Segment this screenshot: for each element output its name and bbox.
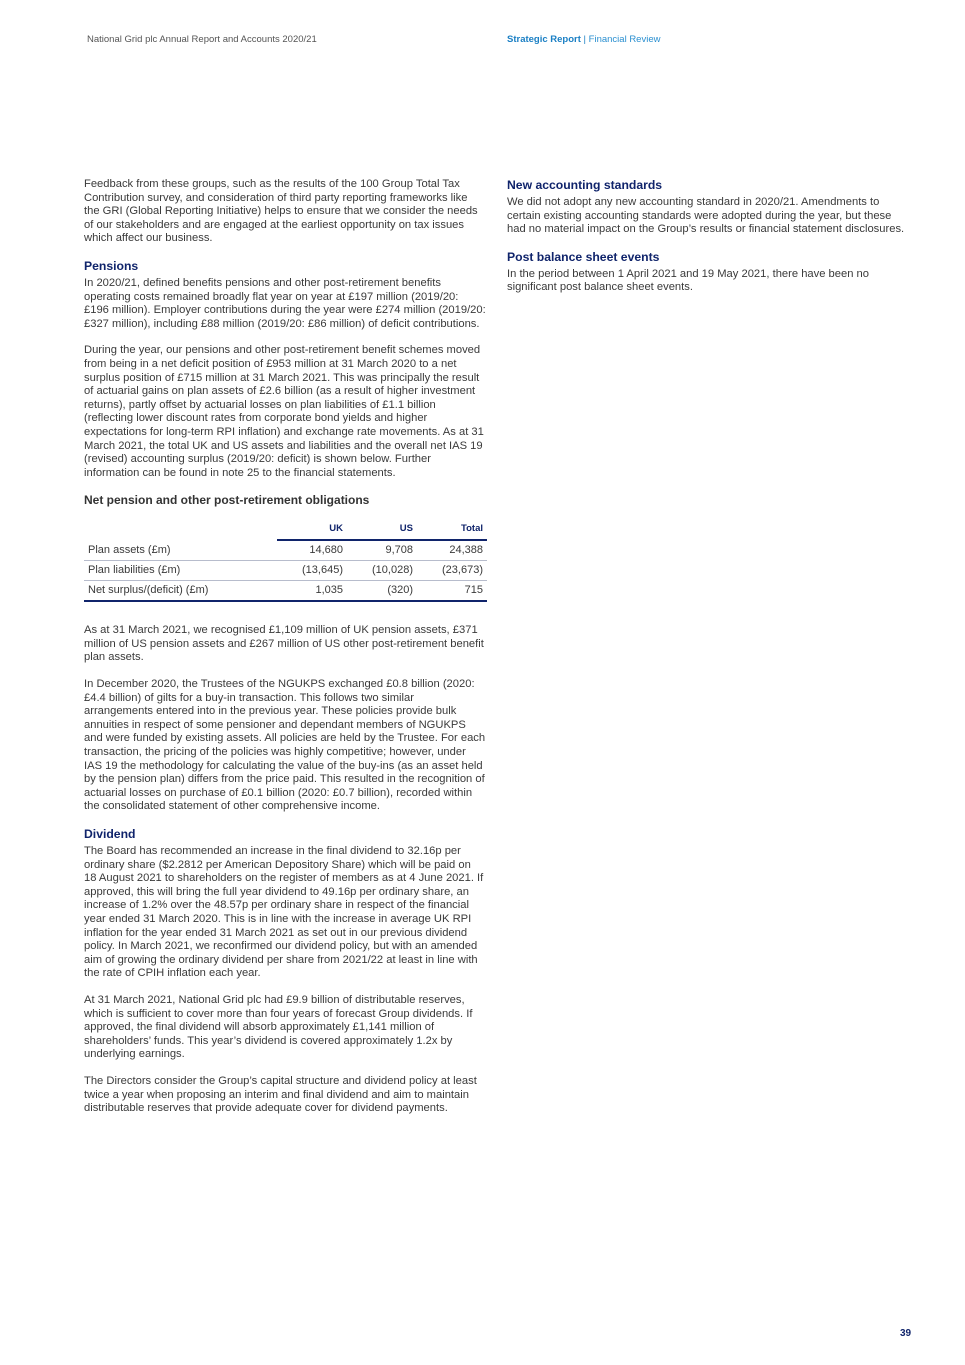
after-table-paragraph-2: In December 2020, the Trustees of the NGUKPS exchanged £0.8 billion (2020: £4.4 billion) of gilts for a buy-in transaction. This follows two similar arrangements entered into in the previous year. These policies provide bulk annuities in respect of some pensioner and dependant members of NGUKPS and were funded by existing assets. All policies are held by the Trustee. For each transaction, the pricing of the policies was highly competitive; however, under IAS 19 the methodology for calculating the value of the buy-ins (as an asset held by the pension plan) differs from the price paid. This resulted in the recognition of actuarial losses on purchase of £0.1 billion (2020: £0.7 billion), recorded within the consolidated statement of other comprehensive income. — [84, 678, 486, 813]
post-balance-heading: Post balance sheet events — [507, 249, 660, 264]
row-label: Plan assets (£m) — [84, 540, 277, 561]
cell-us: 9,708 — [347, 540, 417, 561]
page-number: 39 — [900, 1328, 912, 1339]
dividend-paragraph-2: At 31 March 2021, National Grid plc had £9.9 billion of distributable reserves, which is sufficient to cover more than four years of forecast Group dividends. If approved, the final dividend will absorb approximately £1,141 million of shareholders’ funds. This year’s dividend is covered approximately 1.2x by underlying earnings. — [84, 993, 473, 1061]
pensions-paragraph-2: During the year, our pensions and other post-retirement benefit schemes moved from being in a net deficit position of £953 million at 31 March 2020 to a net surplus position of £715 million at 31 March 2021. This was principally the result of actuarial gains on plan assets of £2.6 billion (as a result of higher investment returns), partly offset by actuarial losses on plan liabilities of £1.1 billion (reflecting lower discount rates from corporate bond yields and higher expectations for long-term RPI inflation) and exchange rate movements. As at 31 March 2021, the total UK and US assets and liabilities and the overall net IAS 19 (revised) accounting surplus (2019/20: deficit) is shown below. Further information can be found in note 25 to the financial statements. — [84, 344, 484, 479]
running-header: National Grid plc Annual Report and Accounts 2020/21 — [87, 34, 317, 45]
table-row — [84, 581, 487, 602]
col-header-uk: UK — [277, 520, 347, 540]
pension-obligations-table — [84, 520, 487, 602]
cell-total: (23,673) — [417, 561, 487, 581]
new-standards-heading: New accounting standards — [507, 178, 663, 192]
new-standards-paragraph: We did not adopt any new accounting standard in 2020/21. Amendments to certain existing accounting standards were adopted during the year, but these had no material impact on the Group’s results or financial statement disclosures. — [507, 196, 905, 236]
dividend-heading: Dividend — [84, 827, 136, 841]
right-column — [507, 178, 909, 308]
cell-total: 715 — [417, 581, 487, 602]
cell-us: (10,028) — [347, 561, 417, 581]
section-header — [507, 34, 660, 45]
intro-paragraph: Feedback from these groups, such as the results of the 100 Group Total Tax Contribution survey, and consideration of third party reporting frameworks like the GRI (Global Reporting Initiative) helps to ensure that we consider the needs of our stakeholders and are engaged at the earliest opportunity on tax issues which affect our business. — [84, 178, 478, 245]
row-label: Net surplus/(deficit) (£m) — [84, 581, 277, 602]
cell-uk: 14,680 — [277, 540, 347, 561]
section-name: Strategic Report — [507, 34, 581, 45]
cell-uk: 1,035 — [277, 581, 347, 602]
cell-total: 24,388 — [417, 540, 487, 561]
table-title: Net pension and other post-retirement obligations — [84, 493, 370, 508]
table-row — [84, 561, 487, 581]
subsection-name: Financial Review — [588, 34, 661, 45]
post-balance-paragraph: In the period between 1 April 2021 and 19 May 2021, there have been no significant post balance sheet events. — [507, 267, 869, 294]
table-header-row — [84, 520, 487, 540]
table-row — [84, 540, 487, 561]
section-separator: | — [583, 34, 587, 45]
dividend-paragraph-1: The Board has recommended an increase in the final dividend to 32.16p per ordinary share ($2.2812 per American Depository Share) which will be paid on 18 August 2021 to shareholders on the register of members as at 4 June 2021. If approved, this will bring the full year dividend to 49.16p per ordinary share, an increase of 1.2% over the 48.57p per ordinary share in respect of the financial year ended 31 March 2020. This is in line with the increase in average UK RPI inflation for the year ended 31 March 2021 as set out in our previous dividend policy. In March 2021, we reconfirmed our dividend policy, but with an amended aim of growing the ordinary dividend per share from 2021/22 at least in line with the rate of CPIH inflation each year. — [84, 845, 484, 980]
pensions-paragraph-1: In 2020/21, defined benefits pensions and other post-retirement benefits operating costs remained broadly flat year on year at £197 million (2019/20: £196 million). Employer contributions during the year were £274 million (2019/20: £327 million), including £88 million (2019/20: £86 million) of deficit contributions. — [84, 276, 486, 330]
table-header-blank — [84, 520, 277, 540]
cell-uk: (13,645) — [277, 561, 347, 581]
dividend-paragraph-3: The Directors consider the Group’s capital structure and dividend policy at least twice a year when proposing an interim and final dividend and aim to maintain distributable reserves that provide adequate cover for dividend payments. — [84, 1074, 477, 1115]
col-header-us: US — [347, 520, 417, 540]
cell-us: (320) — [347, 581, 417, 602]
row-label: Plan liabilities (£m) — [84, 561, 277, 581]
col-header-total: Total — [417, 520, 487, 540]
after-table-paragraph-1: As at 31 March 2021, we recognised £1,109 million of UK pension assets, £371 million of US pension assets and £267 million of US other post-retirement benefit plan assets. — [84, 624, 484, 664]
left-column — [84, 178, 486, 1129]
pensions-heading: Pensions — [84, 258, 139, 273]
